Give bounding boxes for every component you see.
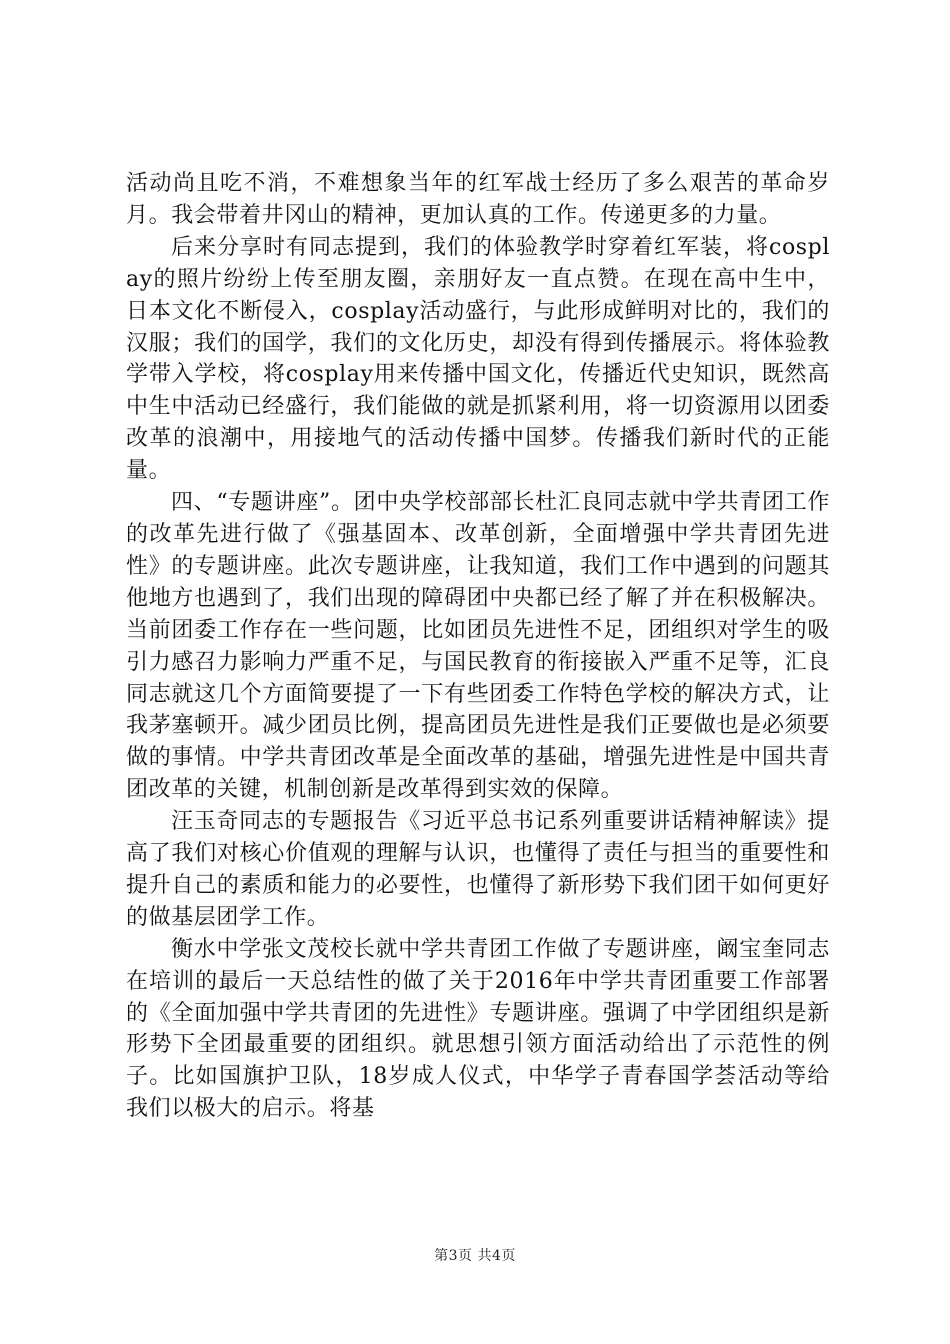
paragraph-4: 汪玉奇同志的专题报告《习近平总书记系列重要讲话精神解读》提高了我们对核心价值观的理解与认识，也懂得了责任与担当的重要性和提升自己的素质和能力的必要性，也懂得了新形势下我们团干如何更好的做基层团学工作。 <box>126 809 830 930</box>
paragraph-5: 衡水中学张文茂校长就中学共青团工作做了专题讲座，阚宝奎同志在培训的最后一天总结性的做了关于2016年中学共青团重要工作部署的《全面加强中学共青团的先进性》专题讲座。强调了中学团组织是新形势下全团最重要的团组织。就思想引领方面活动给出了示范性的例子。比如国旗护卫队，18岁成人仪式，中华学子青春国学荟活动等给我们以极大的启示。将基 <box>126 936 830 1122</box>
page-footer: 第3页 共4页 <box>434 1248 516 1264</box>
paragraph-1: 活动尚且吃不消，不难想象当年的红军战士经历了多么艰苦的革命岁月。我会带着井冈山的精神，更加认真的工作。传递更多的力量。 <box>126 171 830 228</box>
paragraph-2: 后来分享时有同志提到，我们的体验教学时穿着红军装，将cosplay的照片纷纷上传至朋友圈，亲朋好友一直点赞。在现在高中生中，日本文化不断侵入，cosplay活动盛行，与此形成鲜明对比的，我们的汉服；我们的国学，我们的文化历史，却没有得到传播展示。将体验教学带入学校，将cosplay用来传播中国文化，传播近代史知识，既然高中生中活动已经盛行，我们能做的就是抓紧利用，将一切资源用以团委改革的浪潮中，用接地气的活动传播中国梦。传播我们新时代的正能量。 <box>126 234 830 484</box>
paragraph-3: 四、“专题讲座”。团中央学校部部长杜汇良同志就中学共青团工作的改革先进行做了《强基固本、改革创新，全面增强中学共青团先进性》的专题讲座。此次专题讲座，让我知道，我们工作中遇到的问题其他地方也遇到了，我们出现的障碍团中央都已经了解了并在积极解决。当前团委工作存在一些问题，比如团员先进性不足，团组织对学生的吸引力感召力影响力严重不足，与国民教育的衔接嵌入严重不足等，汇良同志就这几个方面简要提了一下有些团委工作特色学校的解决方式，让我茅塞顿开。减少团员比例，提高团员先进性是我们正要做也是必须要做的事情。中学共青团改革是全面改革的基础，增强先进性是中国共青团改革的关键，机制创新是改革得到实效的保障。 <box>126 490 830 803</box>
document-body <box>126 168 830 1125</box>
